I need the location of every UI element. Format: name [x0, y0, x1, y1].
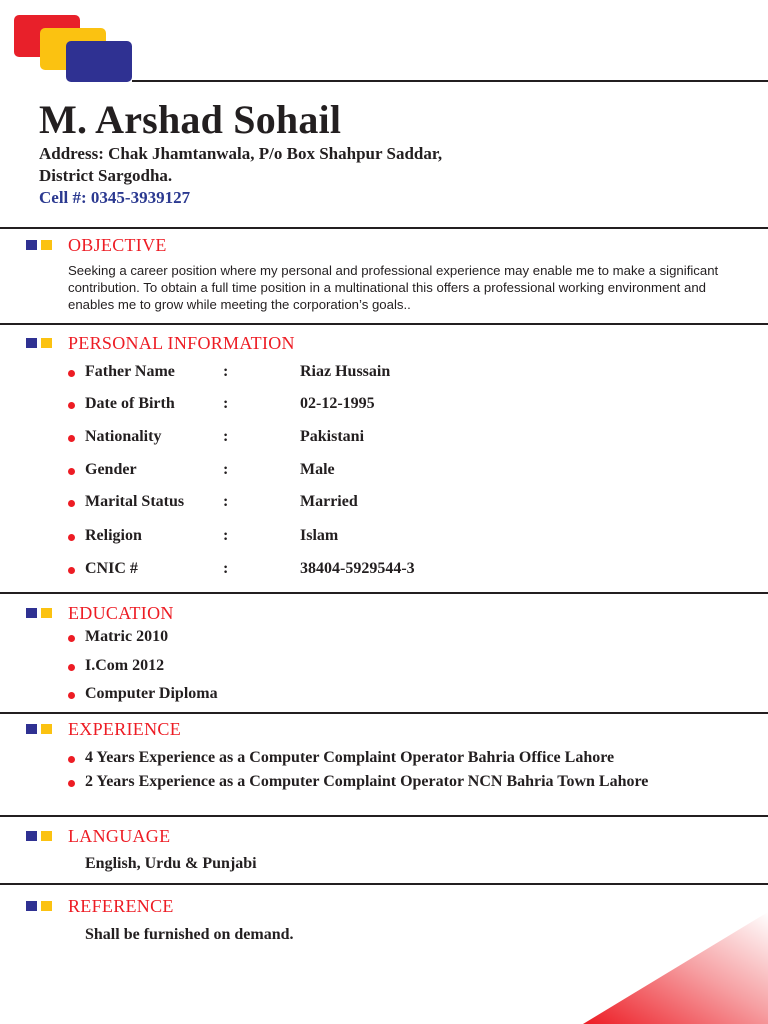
- row-value: Islam: [300, 527, 339, 544]
- section-divider: [0, 227, 768, 229]
- row-colon: :: [223, 363, 229, 380]
- section-divider: [0, 883, 768, 885]
- candidate-name: M. Arshad Sohail: [39, 97, 342, 142]
- row-colon: :: [223, 461, 229, 478]
- cell-number: Cell #: 0345-3939127: [39, 188, 191, 207]
- experience-item-text: 2 Years Experience as a Computer Complaint Operator NCN Bahria Town Lahore: [85, 773, 649, 790]
- section-divider: [0, 712, 768, 714]
- bullet-dot-icon: [68, 664, 75, 671]
- reference-text: Shall be furnished on demand.: [85, 926, 294, 943]
- language-title: LANGUAGE: [68, 826, 171, 846]
- row-colon: :: [223, 527, 229, 544]
- row-value: Riaz Hussain: [300, 363, 391, 380]
- section-divider: [0, 323, 768, 325]
- education-item-text: Matric 2010: [85, 628, 169, 645]
- education-item-text: I.Com 2012: [85, 657, 165, 674]
- section-bullet-icon: [26, 608, 54, 618]
- row-colon: :: [223, 428, 229, 445]
- experience-item-text: 4 Years Experience as a Computer Complaint Operator Bahria Office Lahore: [85, 749, 615, 766]
- language-text: English, Urdu & Punjabi: [85, 855, 257, 872]
- section-divider: [0, 592, 768, 594]
- section-bullet-icon: [26, 831, 54, 841]
- row-value: Male: [300, 461, 335, 478]
- bullet-dot-icon: [68, 756, 75, 763]
- address-line-1: Address: Chak Jhamtanwala, P/o Box Shahpur Saddar,: [39, 144, 443, 163]
- section-divider: [0, 815, 768, 817]
- bullet-dot-icon: [68, 567, 75, 574]
- row-label: CNIC #: [85, 560, 138, 577]
- objective-title: OBJECTIVE: [68, 235, 167, 255]
- row-label: Religion: [85, 527, 142, 544]
- bullet-dot-icon: [68, 468, 75, 475]
- row-value: 38404-5929544-3: [300, 560, 415, 577]
- section-bullet-icon: [26, 724, 54, 734]
- row-label: Father Name: [85, 363, 175, 380]
- row-value: Pakistani: [300, 428, 365, 445]
- row-value: Married: [300, 493, 358, 510]
- bullet-dot-icon: [68, 370, 75, 377]
- corner-decoration: [583, 912, 768, 1024]
- education-item-text: Computer Diploma: [85, 685, 218, 702]
- bullet-dot-icon: [68, 402, 75, 409]
- personal-info-title: PERSONAL INFORMATION: [68, 333, 295, 353]
- bullet-dot-icon: [68, 534, 75, 541]
- bullet-dot-icon: [68, 435, 75, 442]
- bullet-dot-icon: [68, 780, 75, 787]
- row-label: Gender: [85, 461, 137, 478]
- bullet-dot-icon: [68, 692, 75, 699]
- section-bullet-icon: [26, 240, 54, 250]
- education-title: EDUCATION: [68, 603, 174, 623]
- row-label: Nationality: [85, 428, 162, 445]
- row-colon: :: [223, 493, 229, 510]
- objective-text: Seeking a career position where my personal and professional experience may enable me to make a significant contribution. To obtain a full time position in a multinational this offers a professional working environment and enables me to grow while meeting the corporation’s goals..: [68, 263, 719, 312]
- bullet-dot-icon: [68, 500, 75, 507]
- row-value: 02-12-1995: [300, 395, 375, 412]
- row-colon: :: [223, 395, 229, 412]
- address-line-2: District Sargodha.: [39, 166, 173, 185]
- row-label: Marital Status: [85, 493, 185, 510]
- bullet-dot-icon: [68, 635, 75, 642]
- row-colon: :: [223, 560, 229, 577]
- experience-title: EXPERIENCE: [68, 719, 181, 739]
- row-label: Date of Birth: [85, 395, 175, 412]
- section-bullet-icon: [26, 338, 54, 348]
- header-divider: [132, 80, 768, 82]
- logo-square-blue: [66, 41, 132, 82]
- reference-title: REFERENCE: [68, 896, 174, 916]
- section-bullet-icon: [26, 901, 54, 911]
